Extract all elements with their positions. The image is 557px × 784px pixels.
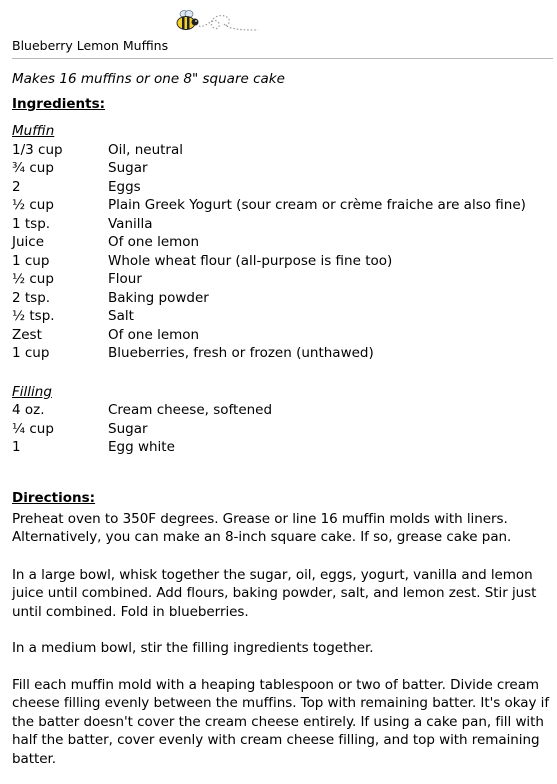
ingredient-row — [12, 141, 557, 160]
recipe-yield: Makes 16 muffins or one 8" square cake — [12, 71, 285, 87]
ingredient-quantity: 1/3 cup — [12, 141, 63, 158]
ingredient-row — [12, 307, 557, 326]
ingredient-name: Oil, neutral — [108, 141, 183, 158]
bee-icon — [174, 8, 262, 36]
ingredient-name: Of one lemon — [108, 326, 200, 343]
ingredient-quantity: 1 cup — [12, 345, 50, 361]
ingredient-row — [12, 438, 557, 457]
ingredient-row — [12, 420, 557, 439]
ingredient-row — [12, 344, 557, 363]
ingredient-row — [12, 159, 557, 178]
ingredient-row — [12, 326, 557, 345]
ingredient-quantity: 2 tsp. — [12, 289, 51, 306]
ingredient-row — [12, 178, 557, 197]
ingredient-name: Whole wheat flour (all-purpose is fine too) — [108, 252, 393, 269]
ingredient-quantity: ¼ cup — [12, 420, 54, 437]
ingredient-quantity: ½ cup — [12, 271, 54, 287]
header-title: Blueberry Lemon Muffins — [12, 38, 169, 53]
ingredient-name: Plain Greek Yogurt (sour cream or crème fraiche are also fine) — [108, 197, 526, 213]
ingredient-name: Sugar — [108, 160, 148, 176]
ingredient-row — [12, 289, 557, 308]
direction-step: In a medium bowl, stir the filling ingredients together. — [12, 640, 374, 656]
ingredient-row — [12, 401, 557, 420]
ingredient-row — [12, 270, 557, 289]
recipe-body — [12, 70, 557, 768]
direction-step: In a large bowl, whisk together the sugar, oil, eggs, yogurt, vanilla and lemon juice until combined. Add flours, baking powder, salt, and lemon zest. Stir just until combined. Fold in blueberries. — [12, 566, 537, 620]
ingredient-row — [12, 215, 557, 234]
ingredients-heading: Ingredients: — [12, 96, 106, 112]
ingredient-quantity: ½ tsp. — [12, 308, 55, 324]
ingredient-name: Baking powder — [108, 289, 209, 306]
ingredient-name: Eggs — [108, 178, 141, 195]
ingredient-name: Sugar — [108, 420, 148, 437]
ingredient-name: Blueberries, fresh or frozen (unthawed) — [108, 345, 374, 361]
directions-heading: Directions: — [12, 489, 96, 506]
ingredient-quantity: ¾ cup — [12, 160, 54, 176]
ingredient-quantity: Juice — [12, 234, 45, 250]
ingredient-quantity: ½ cup — [12, 197, 54, 213]
ingredient-name: Of one lemon — [108, 234, 200, 250]
muffin-ingredient-list — [12, 141, 557, 363]
ingredient-quantity: 4 oz. — [12, 402, 45, 418]
filling-subheading: Filling — [12, 383, 52, 400]
ingredient-quantity: 1 tsp. — [12, 215, 51, 232]
muffin-subheading: Muffin — [12, 123, 55, 139]
ingredient-name: Salt — [108, 308, 134, 324]
ingredient-row — [12, 233, 557, 252]
ingredient-quantity: Zest — [12, 326, 42, 343]
ingredient-name: Egg white — [108, 439, 175, 455]
ingredient-name: Cream cheese, softened — [108, 402, 273, 418]
ingredient-row — [12, 196, 557, 215]
filling-ingredient-list — [12, 401, 557, 457]
ingredient-name: Vanilla — [108, 215, 153, 232]
direction-step: Fill each muffin mold with a heaping tablespoon or two of batter. Divide cream cheese filling evenly between the muffins. Top with remaining batter. It's okay if the batter doesn't cover the cream cheese entirely. If using a cake pan, fill with half the batter, cover evenly with cream cheese filling, and top with remaining batter. — [12, 676, 550, 767]
ingredient-name: Flour — [108, 271, 142, 287]
ingredient-row — [12, 252, 557, 271]
direction-step: Preheat oven to 350F degrees. Grease or line 16 muffin molds with liners. Alternatively, you can make an 8-inch square cake. If so, grease cake pan. — [12, 510, 512, 545]
document-header — [12, 38, 553, 59]
ingredient-quantity: 2 — [12, 178, 21, 195]
ingredient-quantity: 1 cup — [12, 252, 50, 269]
ingredient-quantity: 1 — [12, 439, 21, 455]
